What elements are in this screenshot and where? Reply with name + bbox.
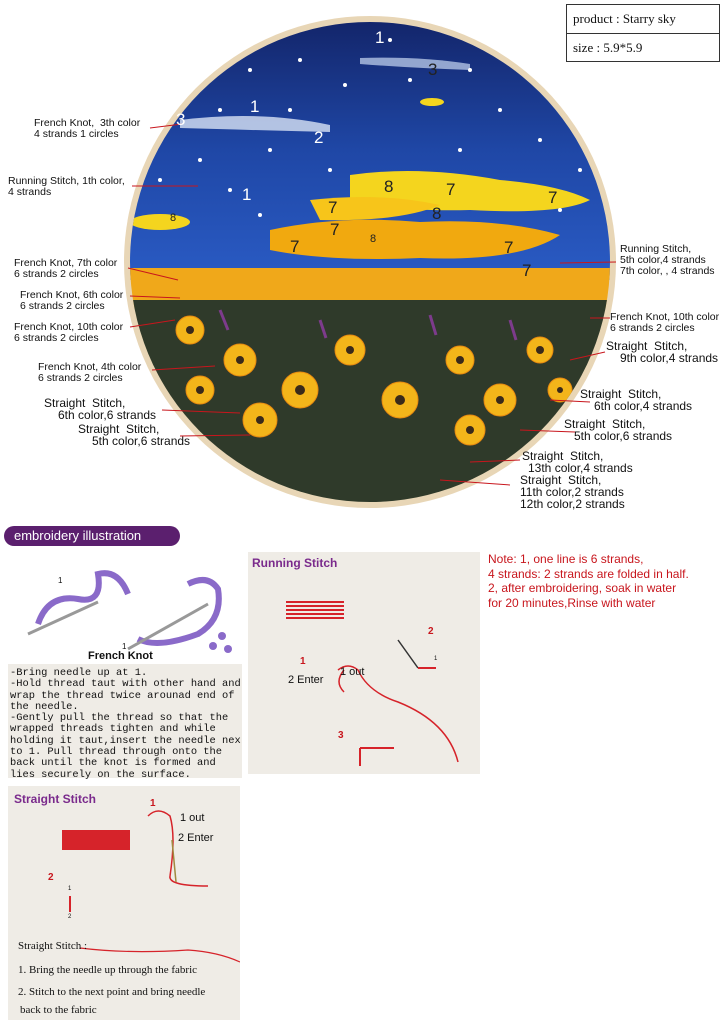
hoop-number: 7 — [522, 261, 532, 280]
label-french-knot-10th-left: French Knot, 10th color 6 strands 2 circles — [14, 321, 124, 344]
hoop-number: 3 — [428, 60, 438, 79]
french-knot-step-number: 1 — [58, 576, 63, 585]
label-straight-13th: Straight Stitch, 13th color,4 strands — [522, 449, 633, 475]
straight-stitch-title: Straight Stitch — [14, 792, 97, 806]
hoop-number: 7 — [330, 220, 340, 239]
french-knot-diagram — [8, 554, 242, 664]
running-small-1: 1 — [434, 656, 438, 662]
embroidery-illustration-banner: embroidery illustration — [4, 526, 180, 546]
label-straight-9th: Straight Stitch, 9th color,4 strands — [606, 339, 719, 365]
french-knot-panel — [8, 554, 242, 781]
hoop-number: 8 — [170, 212, 177, 224]
hoop-number: 7 — [504, 238, 514, 257]
hoop-number: 3 — [176, 110, 186, 129]
hoop-number: 1 — [250, 97, 260, 116]
straight-stitch-panel — [8, 786, 240, 1020]
label-french-knot-6th: French Knot, 6th color 6 strands 2 circles — [20, 289, 124, 312]
product-name: product : Starry sky — [567, 5, 719, 34]
running-stitch-title: Running Stitch — [252, 556, 338, 570]
running-stitch-panel — [248, 552, 480, 774]
french-knot-step-number: 1 — [122, 642, 127, 651]
hoop-number: 7 — [290, 237, 300, 256]
running-step-1: 1 — [300, 656, 306, 667]
hoop-number: 2 — [314, 128, 324, 147]
running-step-3: 3 — [338, 730, 344, 741]
hoop-number: 1 — [375, 28, 385, 47]
straight-instruction-1: 1. Bring the needle up through the fabric — [18, 964, 198, 976]
running-1-out: 1 out — [340, 666, 365, 678]
label-straight-11th-12th: Straight Stitch, 11th color,2 strands 12th color,2 strands — [520, 473, 625, 511]
label-french-knot-4th: French Knot, 4th color 6 strands 2 circles — [38, 361, 142, 384]
label-straight-6th-right: Straight Stitch, 6th color,4 strands — [580, 387, 693, 413]
straight-step-2: 2 — [48, 872, 54, 883]
hoop-number: 8 — [432, 204, 442, 223]
straight-instructions-heading: Straight Stitch : — [18, 940, 88, 952]
straight-small-2: 2 — [68, 914, 72, 920]
hoop-number: 7 — [548, 188, 558, 207]
hoop-number: 8 — [384, 177, 394, 196]
french-knot-instructions: -Bring needle up at 1. -Hold thread taut with other hand and wrap the thread twice arounad end of the needle. -Gently pull the thread so that the wrapped threads tighten and while holding it taut,insert the needle nex to 1. Pull thread through onto the back until the knot is formed and lies securely on the surface. — [10, 667, 241, 781]
straight-2-enter: 2 Enter — [178, 832, 214, 844]
straight-instruction-2b: back to the fabric — [20, 1004, 97, 1016]
running-step-2: 2 — [428, 626, 434, 637]
label-straight-5th-right: Straight Stitch, 5th color,6 strands — [564, 417, 673, 443]
label-french-knot-10th-right: French Knot, 10th color 6 strands 2 circles — [610, 311, 720, 334]
note-text: Note: 1, one line is 6 strands, 4 strands: 2 strands are folded in half. 2, after embroidering, soak in water for 20 minutes,Rinse with water — [488, 552, 689, 610]
label-straight-5th-left: Straight Stitch, 5th color,6 strands — [78, 422, 191, 448]
straight-instruction-2: 2. Stitch to the next point and bring needle — [18, 986, 206, 998]
label-running-stitch-5th-7th: Running Stitch, 5th color,4 strands 7th color, , 4 strands — [620, 243, 715, 277]
label-french-knot-7th: French Knot, 7th color 6 strands 2 circles — [14, 257, 118, 280]
label-running-stitch-1th: Running Stitch, 1th color, 4 strands — [8, 175, 125, 198]
straight-small-1: 1 — [68, 886, 72, 892]
hoop-number: 8 — [370, 233, 377, 245]
hoop-number: 1 — [242, 185, 252, 204]
french-knot-title: French Knot — [88, 650, 153, 662]
straight-1-out: 1 out — [180, 812, 205, 824]
label-french-knot-3th: French Knot, 3th color 4 strands 1 circles — [34, 117, 141, 140]
label-straight-6th-left: Straight Stitch, 6th color,6 strands — [44, 396, 157, 422]
hoop-number: 7 — [446, 180, 456, 199]
hoop-number: 7 — [328, 198, 338, 217]
running-2-enter: 2 Enter — [288, 674, 324, 686]
straight-step-1: 1 — [150, 798, 156, 809]
product-size: size : 5.9*5.9 — [573, 40, 643, 55]
